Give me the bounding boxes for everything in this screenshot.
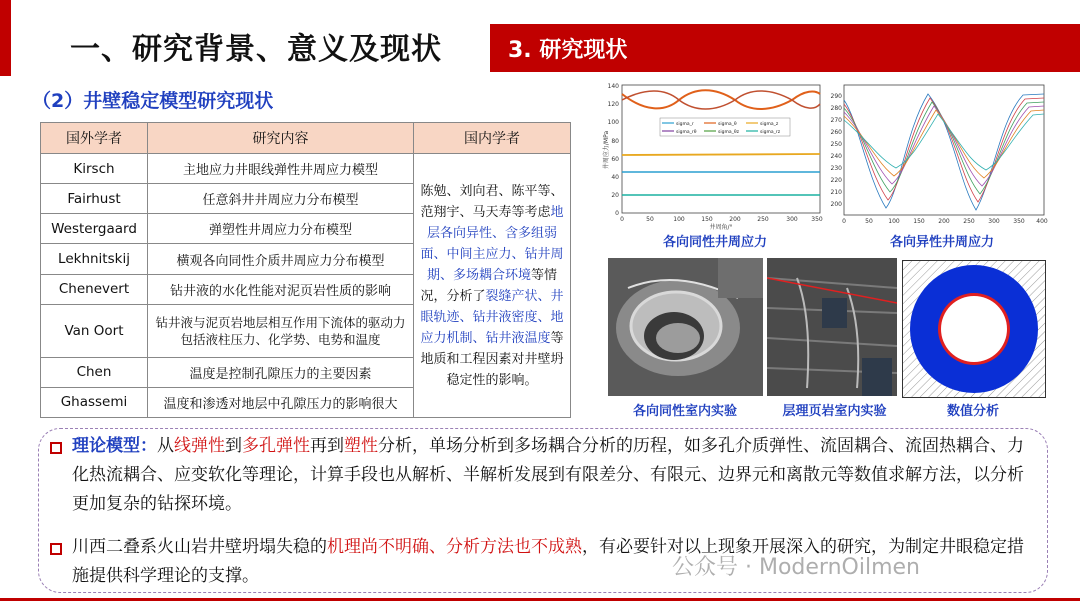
section-subtitle: （2）井壁稳定模型研究现状: [32, 90, 274, 112]
anisotropic-stress-plot: [828, 80, 1050, 230]
legend-label: sigma_θz: [718, 130, 739, 135]
series-line: [622, 154, 820, 155]
y-tick-label: 220: [830, 177, 842, 184]
research-content: 钻井液与泥页岩地层相互作用下流体的驱动力包括液柱压力、化学势、电势和温度: [148, 304, 414, 357]
bullet-square-icon: [50, 543, 62, 555]
scholar-name: Fairhust: [41, 184, 148, 214]
legend-label: sigma_rz: [760, 130, 781, 135]
x-tick-label: 400: [1036, 218, 1048, 225]
y-tick-label: 80: [611, 138, 619, 145]
y-tick-label: 210: [830, 189, 842, 196]
y-axis-label: 井周应力/MPa: [603, 130, 610, 170]
y-tick-label: 250: [830, 141, 842, 148]
x-tick-label: 0: [842, 218, 846, 225]
table-row: [41, 154, 571, 184]
header-accent-bar: [0, 0, 11, 76]
domestic-highlight: 裂缝产状、井眼轨迹、钻井液密度、地应力机制、钻井液温度: [420, 288, 564, 346]
y-tick-label: 100: [607, 119, 619, 126]
scholar-name: Kirsch: [41, 154, 148, 184]
section-banner-label: 3. 研究现状: [508, 38, 628, 63]
domestic-scholars-cell: [414, 154, 571, 418]
scholar-name: Ghassemi: [41, 387, 148, 417]
photo-shadow: [718, 258, 763, 298]
table-header: 国内学者: [414, 123, 571, 154]
table-header-row: [41, 123, 571, 154]
theory-model-paragraph: [72, 432, 1037, 519]
research-content: 温度是控制孔隙压力的主要因素: [148, 357, 414, 387]
scholar-name: Westergaard: [41, 214, 148, 244]
figure-caption: 各向异性井周应力: [889, 235, 994, 250]
scholar-name: Chenevert: [41, 274, 148, 304]
scholar-name: Lekhnitskij: [41, 244, 148, 274]
x-tick-label: 200: [938, 218, 950, 225]
paragraph-text: 分析，单场分析到多场耦合分析的历程，如多孔介质弹性、流固耦合、流固热耦合、力化热流耦合、应变软化等理论，计算手段也从解析、半解析发展到有限差分、有限元、边界元和离散元等数值求解方法，以分析更加复杂的钻探环境。: [72, 436, 1024, 514]
paragraph-text: 再到: [310, 436, 344, 456]
y-tick-label: 260: [830, 129, 842, 136]
anisotropic-stress-chart: [828, 80, 1050, 230]
bullet-square-icon: [50, 442, 62, 454]
x-tick-label: 200: [729, 216, 741, 223]
y-tick-label: 270: [830, 117, 842, 124]
x-tick-label: 50: [865, 218, 873, 225]
table-header: 研究内容: [148, 123, 414, 154]
x-tick-label: 300: [988, 218, 1000, 225]
y-tick-label: 200: [830, 201, 842, 208]
watermark: 公众号 · ModernOilmen: [672, 555, 920, 580]
x-axis-label: 井周角/°: [709, 224, 733, 230]
scholar-name: Chen: [41, 357, 148, 387]
page-title: 一、研究背景、意义及现状: [70, 32, 442, 67]
x-tick-label: 150: [701, 216, 713, 223]
paragraph-text: 从: [157, 436, 174, 456]
highlight-text: 线弹性: [174, 436, 225, 456]
x-tick-label: 100: [673, 216, 685, 223]
domestic-text: 陈勉、刘向君、陈平等、范翔宇、马天寿等考虑: [420, 183, 564, 220]
x-tick-label: 300: [786, 216, 798, 223]
figure-caption: 各向同性井周应力: [662, 235, 767, 250]
shale-block: [862, 358, 892, 396]
figure-caption: 各向同性室内实验: [632, 404, 737, 419]
y-tick-label: 240: [830, 153, 842, 160]
plot-frame: [622, 85, 820, 213]
rock-sample-image: [608, 258, 763, 396]
section-banner: [490, 24, 1080, 72]
isotropic-stress-plot: [600, 80, 825, 230]
x-tick-label: 250: [963, 218, 975, 225]
legend-label: sigma_z: [760, 122, 779, 127]
y-tick-label: 20: [611, 192, 619, 199]
domestic-highlight: 地层各向异性、含多组弱面、中间主应力、钻井周期、多场耦合环境: [420, 204, 564, 283]
numerical-analysis-figure: [902, 260, 1046, 398]
x-tick-label: 350: [811, 216, 823, 223]
y-tick-label: 40: [611, 174, 619, 181]
x-tick-label: 150: [913, 218, 925, 225]
highlight-text: 多孔弹性: [242, 436, 310, 456]
scholar-name: Van Oort: [41, 304, 148, 357]
x-tick-label: 0: [620, 216, 624, 223]
x-tick-label: 50: [646, 216, 654, 223]
shale-sample-image: [767, 258, 897, 396]
paragraph-text: 到: [225, 436, 242, 456]
highlight-text: 塑性: [344, 436, 378, 456]
x-tick-label: 350: [1013, 218, 1025, 225]
isotropic-lab-photo: [608, 258, 763, 396]
domestic-text: 等情况，分析了: [420, 267, 558, 304]
research-content: 横观各向同性介质井周应力分布模型: [148, 244, 414, 274]
scholars-table: [40, 122, 571, 418]
y-tick-label: 290: [830, 93, 842, 100]
research-content: 温度和渗透对地层中孔隙压力的影响很大: [148, 387, 414, 417]
legend-label: sigma_r: [676, 122, 694, 127]
y-tick-label: 120: [607, 101, 619, 108]
y-tick-label: 140: [607, 83, 619, 90]
highlight-text: 机理尚不明确、分析方法也不成熟: [327, 537, 582, 557]
layered-shale-photo: [767, 258, 897, 396]
borehole-inner: [656, 323, 700, 353]
x-tick-label: 250: [757, 216, 769, 223]
shale-block: [822, 298, 847, 328]
paragraph-label: 理论模型：: [72, 436, 157, 456]
y-tick-label: 0: [615, 210, 619, 217]
domestic-text: 等地质和工程因素对井壁坍稳定性的影响。: [420, 330, 564, 388]
research-content: 任意斜井井周应力分布模型: [148, 184, 414, 214]
table-header: 国外学者: [41, 123, 148, 154]
y-tick-label: 280: [830, 105, 842, 112]
x-tick-label: 100: [888, 218, 900, 225]
y-tick-label: 230: [830, 165, 842, 172]
legend-label: sigma_rθ: [676, 130, 697, 135]
research-content: 弹塑性井周应力分布模型: [148, 214, 414, 244]
footer-accent-line: [0, 598, 1080, 601]
paragraph-text: 川西二叠系火山岩井壁坍塌失稳的: [72, 537, 327, 557]
borehole: [941, 296, 1007, 362]
research-content: 钻井液的水化性能对泥页岩性质的影响: [148, 274, 414, 304]
figure-caption: 层理页岩室内实验: [782, 404, 887, 419]
research-content: 主地应力井眼线弹性井周应力模型: [148, 154, 414, 184]
numerical-model-image: [903, 261, 1045, 397]
y-tick-label: 60: [611, 156, 619, 163]
isotropic-stress-chart: [600, 80, 825, 230]
legend-label: sigma_θ: [718, 122, 737, 127]
figure-caption: 数值分析: [946, 404, 999, 419]
paragraph-text: ，有必要针对以上现象开展深入的研究，为制定井眼稳定措施提供科学理论的支撑。: [72, 537, 1024, 586]
